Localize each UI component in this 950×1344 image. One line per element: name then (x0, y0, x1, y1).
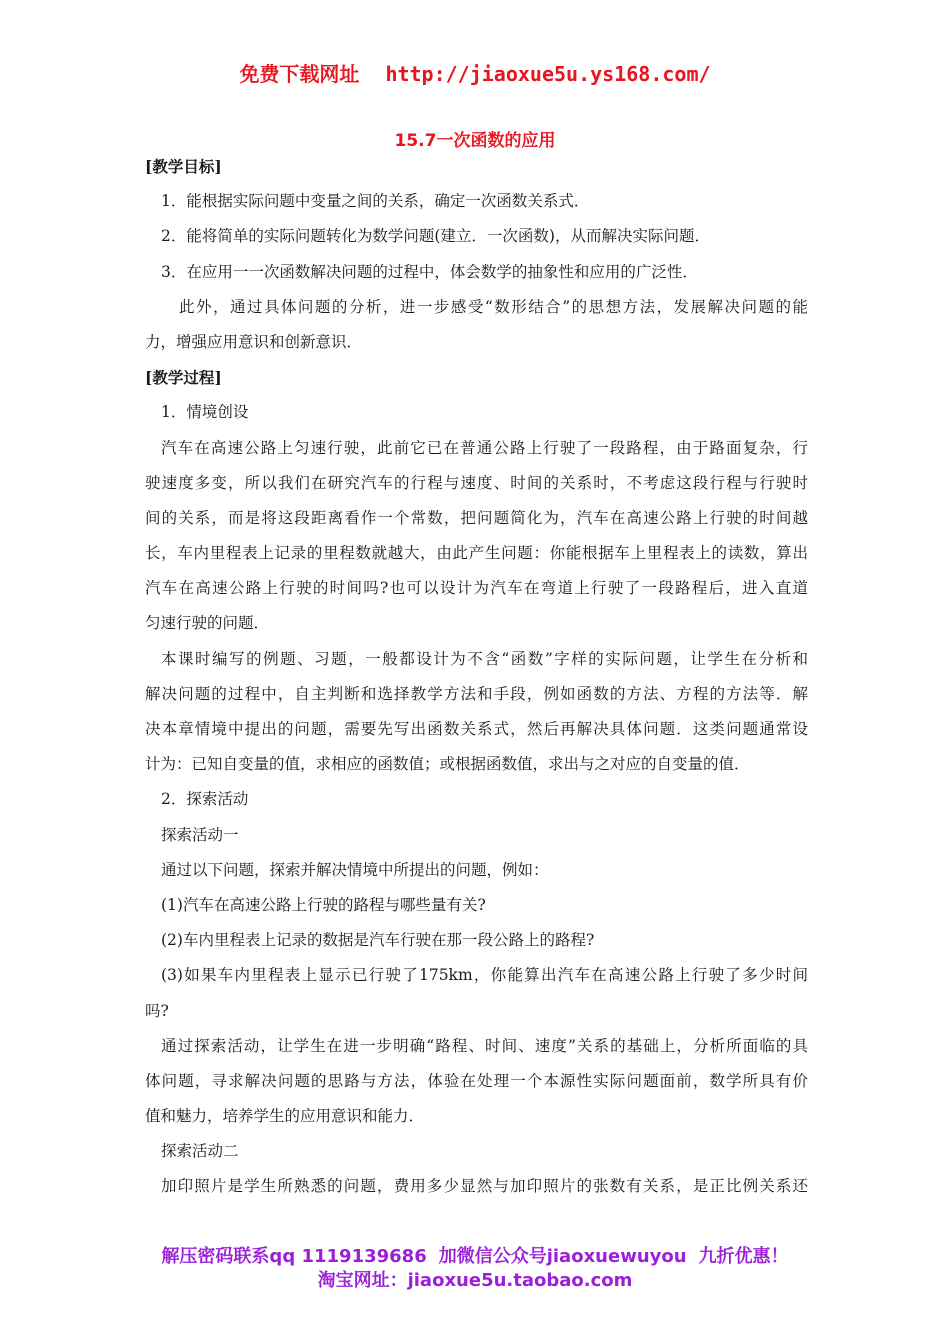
document-body (145, 149, 808, 1205)
text-line: (1)汽车在高速公路上行驶的路程与哪些量有关? (161, 895, 486, 914)
text-line: 力，增强应用意识和创新意识． (145, 332, 363, 351)
text-line: 此外，通过具体问题的分析，进一步感受“数形结合”的思想方法，发展解决问题的能 (179, 297, 808, 316)
text-line: 2．探索活动 (161, 790, 249, 809)
footer-qq: 解压密码联系qq 1119139686 (161, 1246, 427, 1267)
download-url-link[interactable]: http://jiaoxue5u.ys168.com/ (385, 62, 711, 86)
text-line: 值和魅力，培养学生的应用意识和能力． (145, 1107, 425, 1126)
text-line: 间的关系，而是将这段距离看作一个常数，把问题简化为，汽车在高速公路上行驶的时间越 (145, 508, 808, 527)
text-line: 探索活动二 (161, 1142, 239, 1161)
text-line: 1．情境创设 (161, 403, 249, 422)
text-line: 3．在应用一一次函数解决问题的过程中，体会数学的抽象性和应用的广泛性． (161, 262, 698, 281)
text-line: 本课时编写的例题、习题，一般都设计为不含“函数”字样的实际问题，让学生在分析和 (161, 649, 808, 668)
footer-contact-line (0, 1242, 950, 1268)
header-label: 免费下载网址 (239, 62, 360, 86)
text-line: 驶速度多变，所以我们在研究汽车的行程与速度、时间的关系时，不考虑这段行程与行驶时 (145, 473, 808, 492)
section-heading: [教学过程] (145, 368, 222, 388)
text-line: 汽车在高速公路上匀速行驶，此前它已在普通公路上行驶了一段路程，由于路面复杂，行 (161, 438, 808, 457)
download-header (0, 58, 950, 87)
text-line: 汽车在高速公路上行驶的时间吗?也可以设计为汽车在弯道上行驶了一段路程后，进入直道 (145, 579, 808, 598)
text-line: 决本章情境中提出的问题，需要先写出函数关系式，然后再解决具体问题．这类问题通常设 (145, 720, 808, 738)
footer-taobao-link[interactable]: 淘宝网址：jiaoxue5u.taobao.com (317, 1270, 633, 1291)
page-title: 15.7一次函数的应用 (394, 131, 556, 151)
text-line: 解决问题的过程中，自主判断和选择教学方法和手段，例如函数的方法、方程的方法等．解 (145, 684, 808, 703)
text-line: 吗? (145, 1001, 169, 1020)
text-line: 匀速行驶的问题． (145, 614, 270, 633)
text-line: 2．能将简单的实际问题转化为数学问题(建立．一次函数)，从而解决实际问题． (161, 227, 710, 246)
text-line: 1．能根据实际问题中变量之间的关系，确定一次函数关系式． (161, 192, 590, 211)
footer-discount: 九折优惠！ (698, 1246, 789, 1267)
text-line: (2)车内里程表上记录的数据是汽车行驶在那一段公路上的路程? (161, 931, 595, 950)
section-heading: [教学目标] (145, 157, 222, 176)
text-line: 探索活动一 (161, 825, 239, 844)
text-line: 通过探索活动，让学生在进一步明确“路程、时间、速度”关系的基础上，分析所面临的具 (161, 1036, 808, 1055)
text-line: 长，车内里程表上记录的里程数就越大，由此产生问题：你能根据车上里程表上的读数，算出 (145, 544, 808, 563)
text-line: 计为：已知自变量的值，求相应的函数值；或根据函数值，求出与之对应的自变量的值． (145, 755, 750, 774)
text-line: 加印照片是学生所熟悉的问题，费用多少显然与加印照片的张数有关系，是正比例关系还 (161, 1177, 808, 1196)
text-line: (3)如果车内里程表上显示已行驶了175km，你能算出汽车在高速公路上行驶了多少时间 (161, 966, 808, 985)
text-line: 体问题，寻求解决问题的思路与方法，体验在处理一个本源性实际问题面前，数学所具有价 (145, 1071, 808, 1090)
footer-wechat: 加微信公众号jiaoxuewuyou (438, 1246, 687, 1267)
text-line: 通过以下问题，探索并解决情境中所提出的问题，例如： (161, 860, 549, 879)
